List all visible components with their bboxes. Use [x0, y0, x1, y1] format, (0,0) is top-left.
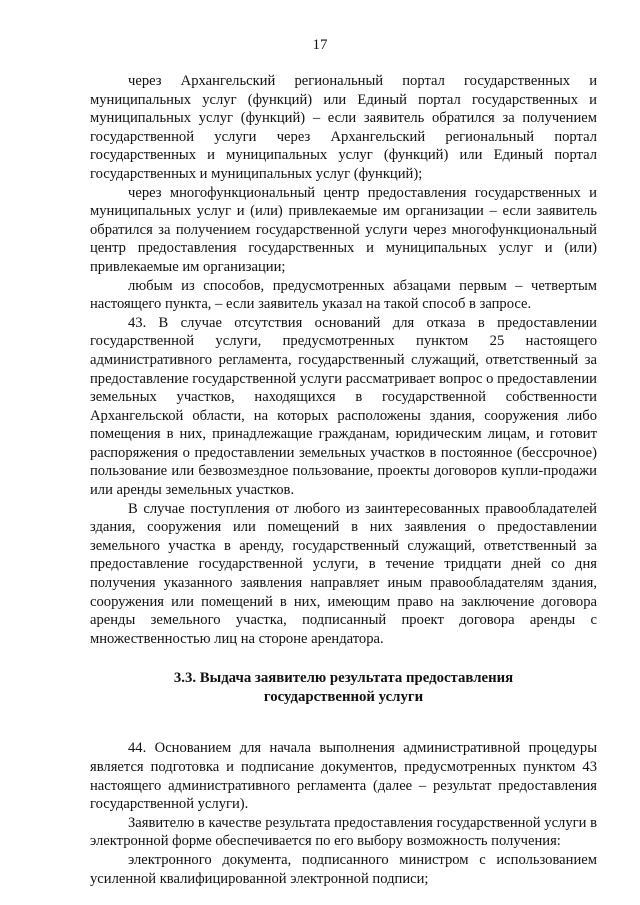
paragraph-43: 43. В случае отсутствия оснований для отказа в предоставлении государственной услуги, предусмотренных пунктом 25 настоящего административного регламента, государственный служащий, ответственный за предоставление государственной услуги рассматривает вопрос о предоставлении земельных участков, находящихся в государственной собственности Архангельской области, на которых расположены здания, сооружения либо помещения в них, принадлежащие гражданам, юридическим лицам, и готовит распоряжения о предоставлении земельных участков в постоянное (бессрочное) пользование или безвозмездное пользование, проекты договоров купли-продажи или аренды земельных участков. — [90, 314, 597, 499]
paragraph-any-method: любым из способов, предусмотренных абзацами первым – четвертым настоящего пункта, – если заявитель указал на такой способ в запросе. — [90, 277, 597, 313]
section-heading-line-1: 3.3. Выдача заявителю результата предоставления — [173, 670, 514, 687]
paragraph-electronic-document: электронного документа, подписанного министром с использованием усиленной квалифицированной электронной подписи; — [90, 851, 597, 887]
paragraph-mfc-delivery: через многофункциональный центр предоставления государственных и муниципальных услуг и (или) привлекаемые им организации – если заявитель обратился за получением государственной услуги через многофункциональный центр предоставления государственных и муниципальных услуг и (или) привлекаемые им организации; — [90, 184, 597, 275]
paragraph-portal-delivery: через Архангельский региональный портал государственных и муниципальных услуг (функций) или Единый портал государственных и муниципальных услуг (функций) – если заявитель обратился за получением государственной услуги через Архангельский региональный портал государственных и муниципальных услуг (функций) или Единый портал государственных и муниципальных услуг (функций); — [90, 73, 597, 182]
document-body — [90, 72, 597, 888]
paragraph-electronic-result: Заявителю в качестве результата предоставления государственной услуги в электронной форме обеспечивается по его выбору возможность получения: — [90, 814, 597, 850]
paragraph-44: 44. Основанием для начала выполнения административной процедуры является подготовка и подписание документов, предусмотренных пунктом 43 настоящего административного регламента (далее – результат предоставления государственной услуги). — [90, 740, 597, 813]
paragraph-lease-application: В случае поступления от любого из заинтересованных правообладателей здания, сооружения или помещений в них заявления о предоставлении земельного участка в аренду, государственный служащий, ответственный за предоставление государственной услуги, в течение тридцати дней со дня получения указанного заявления направляет иным правообладателям здания, сооружения или помещений в них, имеющим право на заключение договора аренды земельного участка, подписанный проект договора аренды с множественностью лиц на стороне арендатора. — [90, 500, 597, 647]
page-number: 17 — [312, 37, 328, 53]
section-heading-3-3 — [90, 669, 597, 707]
section-heading-line-2: государственной услуги — [263, 689, 424, 706]
